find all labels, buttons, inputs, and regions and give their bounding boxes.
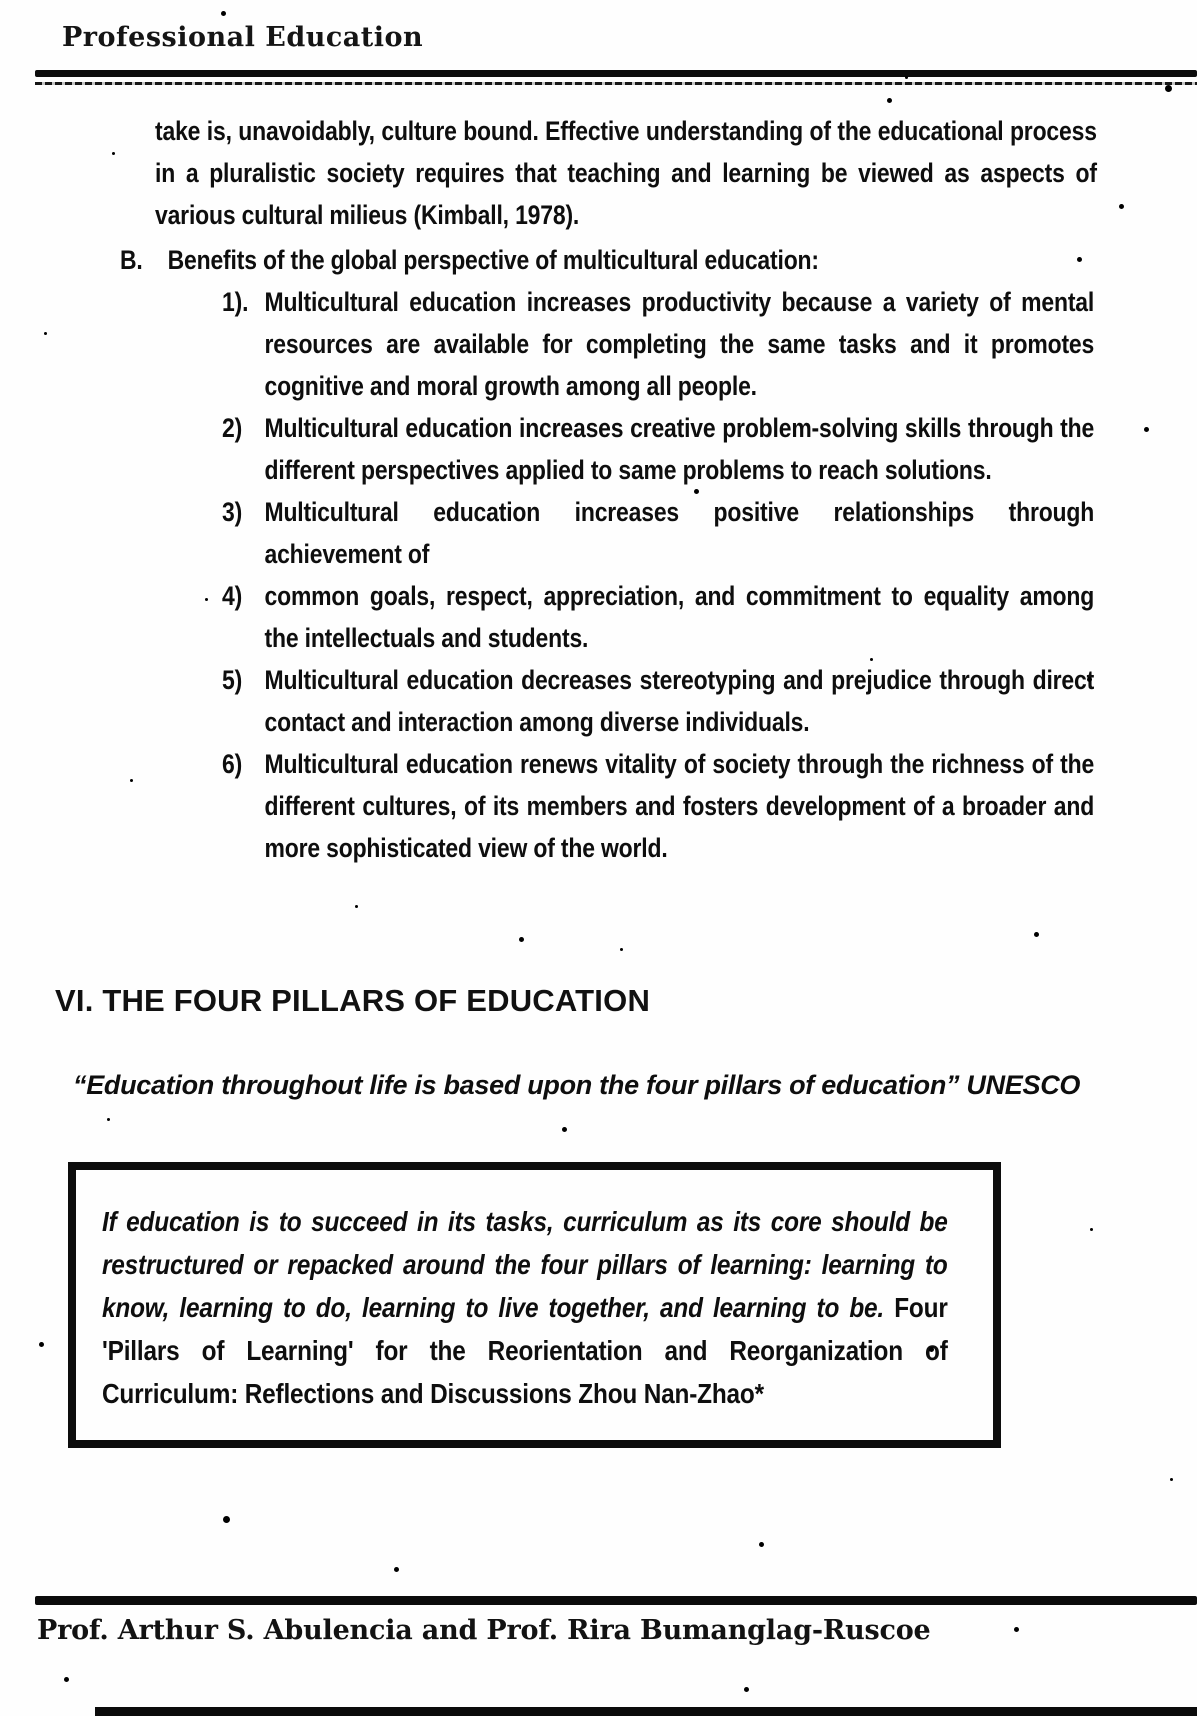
list-item-text: Multicultural education increases creative problem-solving skills through the different perspectives applied to same problems to reach solutions. — [264, 413, 1095, 485]
unesco-quote: “Education throughout life is based upon the four pillars of education” UNESCO — [73, 1070, 1081, 1100]
section-b-label: B. — [120, 245, 143, 275]
section-b-title: Benefits of the global perspective of multicultural education: — [167, 245, 819, 275]
section-vi-heading: VI. THE FOUR PILLARS OF EDUCATION — [55, 983, 651, 1018]
list-item — [222, 743, 1094, 869]
footer-author-line: Prof. Arthur S. Abulencia and Prof. Rira Bumanglag-Ruscoe — [37, 1615, 931, 1646]
header-rule-primary — [35, 70, 1197, 77]
list-item — [222, 281, 1094, 407]
list-item-number: 3) — [222, 497, 243, 527]
pillars-box-text — [102, 1200, 948, 1415]
list-item-number: 5) — [222, 665, 243, 695]
header-rule-secondary — [35, 82, 1197, 85]
list-item-text: Multicultural education renews vitality of society through the richness of the different cultures, of its members and fosters development of a broader and more sophisticated view of the world. — [264, 749, 1095, 863]
list-item-number: 2) — [222, 413, 243, 443]
list-item-text: Multicultural education increases positive relationships through achievement of — [264, 497, 1095, 569]
pillars-quote-box — [68, 1162, 1001, 1448]
scan-noise-specks — [0, 0, 3, 3]
list-item — [222, 659, 1094, 743]
list-item — [222, 575, 1094, 659]
pillars-box-text-upright: Four 'Pillars of Learning' for the Reorientation and Reorganization of Curriculum: Reflections and Discussions Zhou Nan-Zhao* — [102, 1292, 948, 1409]
list-item — [222, 407, 1094, 491]
benefits-list — [222, 281, 1094, 869]
pillars-box-text-italic: If education is to succeed in its tasks, curriculum as its core should be restructured or repacked around the four pillars of learning: learning to know, learning to do, learning to live together, and learning to be. — [102, 1206, 948, 1323]
list-item-text: Multicultural education increases productivity because a variety of mental resources are available for completing the same tasks and it promotes cognitive and moral growth among all people. — [264, 287, 1095, 401]
list-item-number: 4) — [222, 581, 243, 611]
list-item-text: Multicultural education decreases stereotyping and prejudice through direct contact and interaction among diverse individuals. — [264, 665, 1095, 737]
list-item-number: 1). — [222, 287, 249, 317]
footer-rule — [35, 1596, 1197, 1605]
list-item — [222, 491, 1094, 575]
page-header-title: Professional Education — [62, 22, 424, 53]
list-item-text: common goals, respect, appreciation, and commitment to equality among the intellectuals and students. — [264, 581, 1095, 653]
bottom-edge-scan-bar — [95, 1707, 1197, 1716]
section-b-heading — [120, 239, 1096, 281]
intro-paragraph: take is, unavoidably, culture bound. Effective understanding of the educational process in a pluralistic society requires that teaching and learning be viewed as aspects of various cultural milieus (Kimball, 1978). — [155, 116, 1097, 230]
list-item-number: 6) — [222, 749, 243, 779]
